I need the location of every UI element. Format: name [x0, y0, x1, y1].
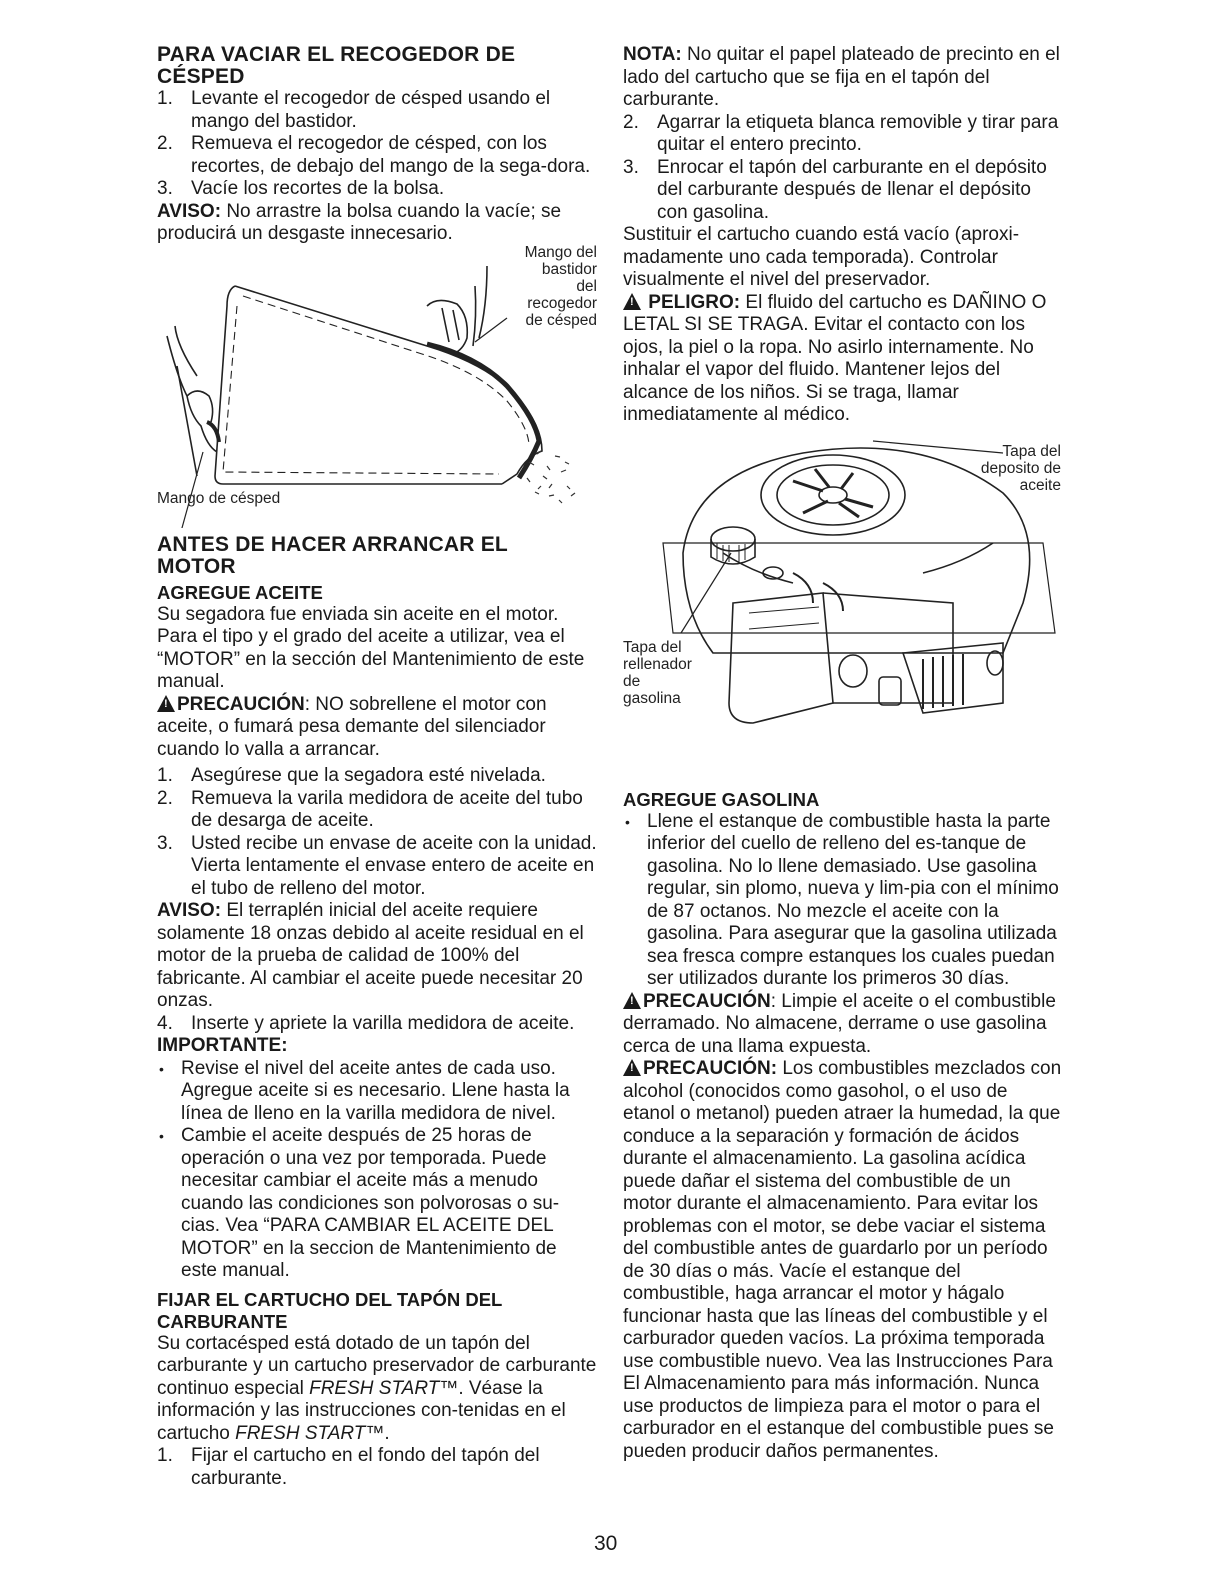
list-item: 2. Remueva el recogedor de césped, con los recortes, de debajo del mango de la sega-dora. — [157, 133, 591, 177]
list-item: 2. Remueva la varila medidora de aceite del tubo de desarga de aceite. — [157, 787, 583, 831]
aceite-step4 — [157, 1013, 597, 1036]
aceite-steps — [157, 765, 597, 900]
right-column — [623, 44, 1063, 1463]
cartucho-steps-cont — [623, 112, 1063, 225]
section-title-cartucho: FIJAR EL CARTUCHO DEL TAPÓN DEL CARBURANTE — [157, 1288, 503, 1332]
gasolina-bullets — [623, 811, 1063, 991]
peligro-paragraph: ! PELIGRO: El fluido del cartucho es DAÑINO O LETAL SI SE TRAGA. Evitar el contacto con los ojos, la piel o la ropa. No asirlo internamente. No inhalar el vapor del fluido. Mantener lejos del alcance de los niños. Si se traga, llamar inmediatamente al médico. — [623, 292, 1063, 427]
subtitle-agregue-aceite: AGREGUE ACEITE — [157, 581, 323, 603]
warning-icon — [623, 992, 641, 1009]
engine-figure — [623, 433, 1063, 785]
importante-bullets — [157, 1058, 597, 1283]
section-title-antes: ANTES DE HACER ARRANCAR EL MOTOR — [157, 532, 508, 578]
aviso-aceite: AVISO: El terraplén inicial del aceite requiere solamente 18 onzas debido al aceite residual en el motor de la prueba de calidad de 100% del fabricante. Al cambiar el aceite puede necesitar 20 onzas. — [157, 900, 584, 1011]
list-item: 3. Enrocar el tapón del carburante en el depósito del carburante después de llenar el depósito con gasolina. — [623, 156, 1047, 223]
list-item: • Llene el estanque de combustible hasta la parte inferior del cuello de relleno del es-tanque de gasolina. No lo llene demasiado. Use gasolina regular, sin plomo, nueva y lim-pia con el mínimo de 87 octanos. No mezcle el aceite con la gasolina. Para asegurar que la gasolina utilizada sea fresca compre estanques los cuales puedan ser utilizados durante los primeros 30 días. — [623, 811, 1063, 991]
grass-catcher-figure — [157, 243, 597, 528]
cartucho-steps — [157, 1445, 597, 1490]
subtitle-agregue-gasolina: AGREGUE GASOLINA — [623, 788, 820, 810]
sustituir-paragraph: Sustituir el cartucho cuando está vacío (aproxi-madamente uno cada temporada). Controlar visualmente el nivel del preservador. — [623, 224, 1020, 290]
left-column — [157, 44, 597, 1490]
precaucion-aceite: !PRECAUCIÓN: NO sobrellene el motor con aceite, o fumará pesa demante del silenciador cuando lo valla a arrancar. — [157, 694, 597, 762]
list-item: 1. Levante el recogedor de césped usando el mango del bastidor. — [157, 88, 551, 132]
vaciar-steps — [157, 88, 597, 201]
aviso-paragraph: AVISO: No arrastre la bolsa cuando la vacíe; se producirá un desgaste innecesario. — [157, 200, 562, 244]
list-item: • Revise el nivel del aceite antes de cada uso. Agregue aceite si es necesario. Llene hasta la línea de lleno en la varilla medidora de nivel. — [157, 1058, 597, 1126]
cartucho-paragraph: Su cortacésped está dotado de un tapón del carburante y un cartucho preservador de carburante continuo especial FRESH START™. Véase la información y las instrucciones con-tenidas en el cartucho FRESH START™. — [157, 1332, 597, 1444]
warning-icon — [157, 695, 175, 712]
aceite-intro: Su segadora fue enviada sin aceite en el motor. Para el tipo y el grado del aceite a utilizar, vea el “MOTOR” en la sección del Mantenimiento de este manual. — [157, 603, 585, 692]
warning-icon — [623, 293, 641, 310]
nota-paragraph: NOTA: No quitar el papel plateado de precinto en el lado del cartucho que se fija en el tapón del carburante. — [623, 44, 1060, 110]
list-item: 1. Asegúrese que la segadora esté nivelada. — [157, 765, 546, 786]
precaucion-gasolina-2: !PRECAUCIÓN: Los combustibles mezclados con alcohol (conocidos como gasohol, o el uso de etanol o metanol) pueden atraer la humedad, la que conduce a la separación y formación de ácidos durante el almacenamiento. La gasolina acídica puede dañar el sistema del combustible de un motor durante el almacenamiento. Para evitar los problemas con el motor, se debe vaciar el sistema del combustible antes de guardarlo por un período de 30 días o más. Vacíe el estanque del combustible, haga arrancar el motor y hágalo funcionar hasta que las líneas del combustible y el carburador queden vacíos. La próxima temporada use combustible nuevo. Vea las Instrucciones Para El Almacenamiento para más información. Nunca use productos de limpieza para el motor o para el carburador en el estanque del combustible pues se pueden producir daños permanentes. — [623, 1058, 1063, 1463]
section-title-vaciar: PARA VACIAR EL RECOGEDOR DE CÉSPED — [157, 43, 516, 88]
importante-label: IMPORTANTE: — [157, 1035, 288, 1056]
list-item: 4. Inserte y apriete la varilla medidora de aceite. — [157, 1012, 575, 1034]
page-number: 30 — [594, 1532, 618, 1555]
list-item: • Cambie el aceite después de 25 horas de operación o una vez por temporada. Puede necesitar cambiar el aceite más a menudo cuando las condiciones son polvorosas o su-cias. Vea “PARA CAMBIAR EL ACEITE DEL MOTOR” en la seccion de Mantenimiento de este manual. — [157, 1125, 597, 1283]
list-item: 3. Usted recibe un envase de aceite con la unidad. Vierta lentamente el envase entero de aceite en el tubo de relleno del motor. — [157, 832, 597, 899]
precaucion-gasolina-1: !PRECAUCIÓN: Limpie el aceite o el combustible derramado. No almacene, derrame o use gasolina cerca de una llama expuesta. — [623, 991, 1063, 1059]
label-mango-cesped: Mango de césped — [157, 489, 281, 507]
list-item: 1. Fijar el cartucho en el fondo del tapón del carburante. — [157, 1445, 540, 1489]
list-item: 3. Vacíe los recortes de la bolsa. — [157, 178, 445, 199]
label-mango-bastidor: Mango del bastidor del recogedor de césped — [524, 243, 597, 329]
list-item: 2. Agarrar la etiqueta blanca removible y tirar para quitar el entero precinto. — [623, 111, 1059, 155]
label-tapa-aceite: Tapa del deposito de aceite — [980, 442, 1061, 494]
warning-icon — [623, 1059, 641, 1076]
label-tapa-gasolina: Tapa del rellenador de gasolina — [623, 638, 692, 707]
